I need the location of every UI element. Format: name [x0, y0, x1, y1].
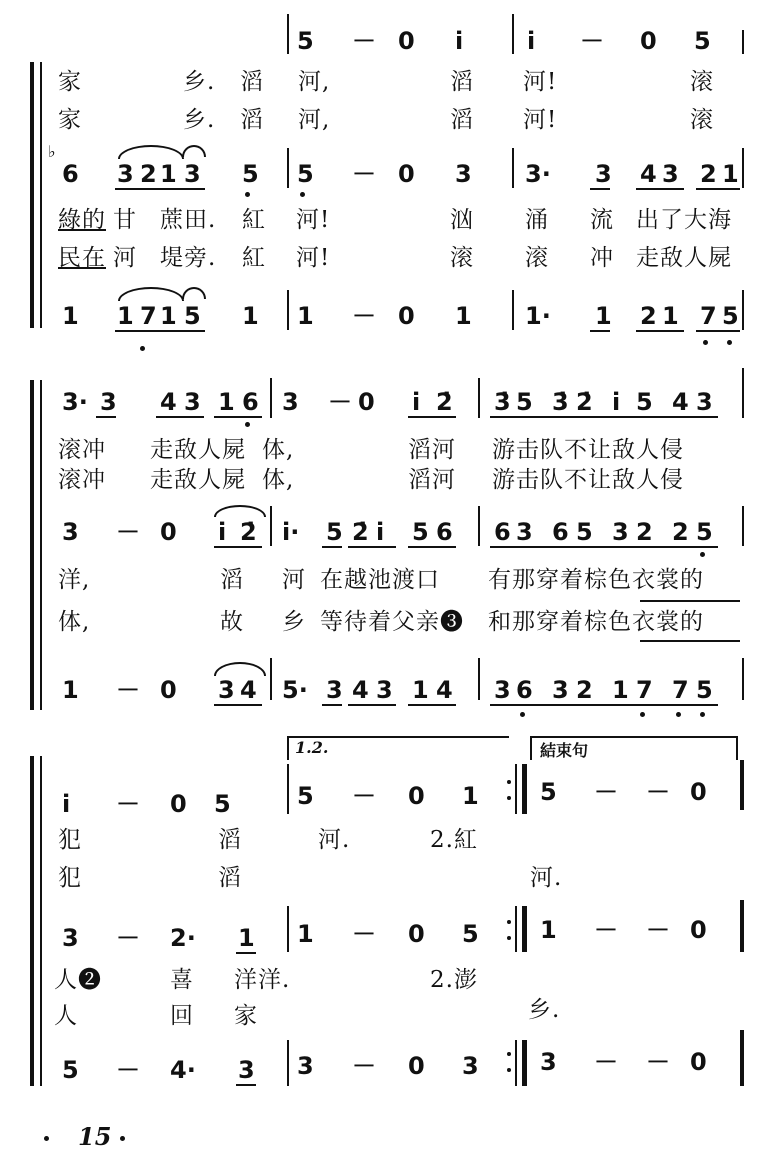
note: 2̇	[576, 388, 593, 416]
note: 0	[408, 1052, 425, 1080]
note: 1	[160, 302, 177, 330]
system-bracket	[30, 62, 34, 328]
lyric: 洋洋.	[234, 967, 291, 993]
note: 5	[297, 27, 314, 55]
note: 5	[214, 790, 231, 818]
note: 1	[297, 920, 314, 948]
note: 2̇	[436, 388, 453, 416]
system-bracket	[30, 380, 34, 710]
lyric: 滔河	[408, 467, 456, 493]
note: 4	[352, 676, 369, 704]
lyric: 走敌人屍	[150, 437, 246, 463]
note: 3	[282, 388, 299, 416]
lyric: 滔	[450, 107, 474, 133]
note: 5	[242, 160, 259, 188]
lyric: 体,	[262, 437, 295, 463]
note: 3	[218, 676, 235, 704]
note: 5·	[282, 676, 308, 704]
lyric: 滚	[450, 245, 474, 271]
system-bracket	[30, 756, 34, 1086]
page-number-bullet	[44, 1136, 49, 1141]
lyric: 河.	[318, 827, 351, 853]
note: i̇	[455, 27, 464, 55]
note: 1	[297, 302, 314, 330]
lyric-underline	[640, 600, 740, 602]
barline	[478, 378, 480, 418]
note: 3·	[62, 388, 88, 416]
note: －	[646, 1048, 670, 1076]
note: 3	[376, 676, 393, 704]
lyric: 河,	[298, 69, 331, 95]
lyric: 游击队不让敌人侵	[492, 467, 684, 493]
note: 3̇	[552, 388, 569, 416]
note: －	[646, 778, 670, 806]
beam	[590, 188, 610, 190]
note: 1	[412, 676, 429, 704]
note: 0	[640, 27, 657, 55]
note: i̇	[218, 518, 227, 546]
note: 3	[696, 388, 713, 416]
lyric: 乡.	[183, 107, 216, 133]
note: 3	[326, 676, 343, 704]
note: 3	[100, 388, 117, 416]
note: 4	[640, 160, 657, 188]
note: 5	[297, 160, 314, 188]
system-barline	[40, 756, 42, 1086]
slur	[118, 145, 184, 159]
note: 2̇	[352, 518, 369, 546]
note: 3	[494, 676, 511, 704]
note: i̇	[612, 388, 621, 416]
repeat-barline	[515, 1040, 517, 1086]
note: 5	[297, 782, 314, 810]
note: 3	[516, 518, 533, 546]
lyric: 流	[590, 207, 614, 233]
note: －	[352, 920, 376, 948]
beam	[408, 546, 456, 548]
barline	[478, 658, 480, 700]
note: 3	[62, 924, 79, 952]
final-barline	[740, 900, 744, 952]
barline	[287, 764, 289, 814]
lyric: 堤旁.	[160, 245, 217, 271]
beam	[408, 416, 456, 418]
barline	[287, 148, 289, 188]
lyric: 乡.	[528, 997, 561, 1023]
beam	[696, 330, 740, 332]
barline	[512, 148, 514, 188]
lyric: 滔河	[408, 437, 456, 463]
note: 1	[62, 302, 79, 330]
note: 2	[640, 302, 657, 330]
beam	[236, 1084, 256, 1086]
note: 1	[160, 160, 177, 188]
lyric: 河	[282, 567, 306, 593]
lyric: 家	[234, 1003, 258, 1029]
octave-dot	[700, 712, 705, 717]
lyric: 滔	[240, 69, 264, 95]
barline	[742, 506, 744, 546]
note: 3	[455, 160, 472, 188]
barline	[512, 14, 514, 54]
lyric: 2.紅	[430, 827, 478, 853]
note: 5	[184, 302, 201, 330]
note: i̇	[527, 27, 536, 55]
note: －	[116, 518, 140, 546]
barline	[287, 290, 289, 330]
note: 3	[462, 1052, 479, 1080]
repeat-dot	[507, 780, 511, 784]
beam	[96, 416, 116, 418]
note: 3	[612, 518, 629, 546]
lyric: 走敌人屍	[150, 467, 246, 493]
note: 1·	[525, 302, 551, 330]
note: 1	[455, 302, 472, 330]
lyric: 滔	[218, 865, 242, 891]
beam	[490, 416, 718, 418]
lyric: 滔	[220, 567, 244, 593]
note: 1	[462, 782, 479, 810]
repeat-barline	[522, 906, 527, 952]
page-number: 15	[78, 1122, 112, 1151]
note: 2̇	[240, 518, 257, 546]
lyric: 家	[58, 69, 82, 95]
octave-dot	[300, 192, 305, 197]
note: 4·	[170, 1056, 196, 1084]
note: 3	[595, 160, 612, 188]
note: 0	[408, 782, 425, 810]
repeat-barline	[522, 764, 527, 814]
note: 0	[398, 302, 415, 330]
note: －	[352, 27, 376, 55]
note: 3	[297, 1052, 314, 1080]
lyric: 人❷	[54, 967, 102, 993]
octave-dot	[727, 340, 732, 345]
beam	[115, 188, 205, 190]
repeat-dot	[507, 920, 511, 924]
barline	[742, 658, 744, 700]
note: 0	[170, 790, 187, 818]
note: 3	[540, 1048, 557, 1076]
note: 1	[218, 388, 235, 416]
note: 2	[636, 518, 653, 546]
note: 1	[595, 302, 612, 330]
repeat-dot	[507, 936, 511, 940]
note: 3	[662, 160, 679, 188]
note: 5	[722, 302, 739, 330]
octave-dot	[245, 192, 250, 197]
note: 0	[398, 160, 415, 188]
barline	[512, 290, 514, 330]
barline	[270, 658, 272, 700]
lyric: 走敌人屍	[636, 245, 732, 271]
beam	[490, 704, 718, 706]
note: 3	[238, 1056, 255, 1084]
lyric-underline	[640, 640, 740, 642]
note: －	[352, 160, 376, 188]
note: 7	[140, 302, 157, 330]
lyric: 家	[58, 107, 82, 133]
note: 5	[62, 1056, 79, 1084]
lyric: 滚	[525, 245, 549, 271]
note: －	[580, 27, 604, 55]
beam	[408, 704, 456, 706]
final-barline	[740, 1030, 744, 1086]
final-barline	[740, 760, 744, 810]
beam	[322, 546, 342, 548]
repeat-barline	[522, 1040, 527, 1086]
lyric: 河	[113, 245, 137, 271]
note: 5	[462, 920, 479, 948]
note: 6	[552, 518, 569, 546]
note: 0	[160, 518, 177, 546]
fermata	[182, 287, 206, 299]
repeat-dot	[507, 1052, 511, 1056]
slur	[214, 662, 266, 676]
note: i̇	[376, 518, 385, 546]
note: －	[594, 1048, 618, 1076]
beam	[214, 704, 262, 706]
note: 3̇	[494, 388, 511, 416]
repeat-barline	[515, 764, 517, 814]
note: 1	[662, 302, 679, 330]
lyric: 滔	[218, 827, 242, 853]
beam	[115, 330, 205, 332]
note: 5	[696, 676, 713, 704]
note: 1	[238, 924, 255, 952]
lyric: 河!	[296, 207, 331, 233]
beam	[322, 704, 342, 706]
lyric: 滚	[690, 69, 714, 95]
barline	[287, 906, 289, 952]
lyric: 乡	[282, 609, 306, 635]
note: 0	[358, 388, 375, 416]
lyric: 故	[220, 609, 244, 635]
octave-dot	[640, 712, 645, 717]
lyric: 等待着父亲❸	[320, 609, 464, 635]
note: 6	[494, 518, 511, 546]
lyric: 綠的	[58, 207, 106, 233]
lyric: 河!	[523, 69, 558, 95]
note: 6	[242, 388, 259, 416]
barline	[287, 1040, 289, 1086]
lyric: 河!	[296, 245, 331, 271]
page-number-bullet	[120, 1136, 125, 1141]
lyric: 犯	[58, 865, 82, 891]
repeat-dot	[507, 1068, 511, 1072]
note: 3	[552, 676, 569, 704]
barline	[270, 378, 272, 418]
note: 0	[690, 1048, 707, 1076]
slur	[214, 505, 266, 517]
note: 1	[62, 676, 79, 704]
note: 3	[184, 160, 201, 188]
note: 0	[408, 920, 425, 948]
note: 0	[690, 916, 707, 944]
fermata	[182, 145, 206, 157]
lyric: 乡.	[183, 69, 216, 95]
lyric: 滔	[240, 107, 264, 133]
lyric: 体,	[58, 609, 91, 635]
lyric: 游击队不让敌人侵	[492, 437, 684, 463]
system-barline	[40, 62, 42, 328]
note: 2·	[170, 924, 196, 952]
note: －	[116, 790, 140, 818]
beam	[696, 188, 740, 190]
note: 7	[672, 676, 689, 704]
lyric: 河!	[523, 107, 558, 133]
lyric: 在越池渡口	[320, 567, 440, 593]
note: 5	[696, 518, 713, 546]
note: －	[116, 1056, 140, 1084]
barline	[270, 506, 272, 546]
note: 0	[160, 676, 177, 704]
system-barline	[40, 380, 42, 710]
note: －	[646, 916, 670, 944]
note: 0	[690, 778, 707, 806]
lyric: 体,	[262, 467, 295, 493]
volta-bracket	[287, 736, 289, 760]
ending-label: 結束句	[540, 741, 589, 760]
note: i̇·	[282, 518, 300, 546]
lyric: 河.	[530, 865, 563, 891]
volta-label: 1.2.	[295, 738, 329, 757]
lyric: 滚冲	[58, 467, 106, 493]
note: 2	[576, 676, 593, 704]
lyric: 蔗田.	[160, 207, 217, 233]
note: 5	[326, 518, 343, 546]
note: i̇	[412, 388, 421, 416]
note: －	[116, 676, 140, 704]
lyric: 出了大海	[636, 207, 732, 233]
note: 4	[240, 676, 257, 704]
barline	[742, 30, 744, 54]
lyric: 滔	[450, 69, 474, 95]
note: 6	[62, 160, 79, 188]
note: －	[116, 924, 140, 952]
octave-dot	[700, 552, 705, 557]
note: －	[594, 916, 618, 944]
note: －	[352, 1052, 376, 1080]
note: 7	[636, 676, 653, 704]
note: 1	[117, 302, 134, 330]
note: 5	[694, 27, 711, 55]
beam	[348, 704, 396, 706]
note: 5	[576, 518, 593, 546]
note: 4	[160, 388, 177, 416]
note: －	[352, 302, 376, 330]
barline	[742, 368, 744, 418]
lyric: 汹	[450, 207, 474, 233]
note: 2	[140, 160, 157, 188]
note: 6	[436, 518, 453, 546]
lyric: 洋,	[58, 567, 91, 593]
beam	[636, 188, 684, 190]
beam	[214, 546, 262, 548]
lyric: 冲	[590, 245, 614, 271]
note: 1	[540, 916, 557, 944]
beam	[636, 330, 684, 332]
note: 5	[636, 388, 653, 416]
lyric: 有那穿着棕色衣裳的	[488, 567, 704, 593]
note: 3	[184, 388, 201, 416]
note: 3·	[525, 160, 551, 188]
lyric: 人	[54, 1003, 78, 1029]
lyric: 紅	[242, 207, 266, 233]
note: 4	[436, 676, 453, 704]
repeat-barline	[515, 906, 517, 952]
note: 3	[117, 160, 134, 188]
barline	[478, 506, 480, 546]
octave-dot	[245, 422, 250, 427]
barline	[287, 14, 289, 54]
note: 5	[540, 778, 557, 806]
beam	[236, 952, 256, 954]
lyric: 滚	[690, 107, 714, 133]
note: 5	[412, 518, 429, 546]
note: 2	[672, 518, 689, 546]
flat-sign: ♭	[48, 142, 56, 161]
octave-dot	[520, 712, 525, 717]
note: 0	[398, 27, 415, 55]
note: 6	[516, 676, 533, 704]
note: 3	[62, 518, 79, 546]
note: 1	[612, 676, 629, 704]
note: 7	[700, 302, 717, 330]
note: 5	[516, 388, 533, 416]
beam	[214, 416, 262, 418]
volta-bracket	[530, 736, 532, 760]
slur	[118, 287, 184, 301]
note: 1	[722, 160, 739, 188]
note: 2	[700, 160, 717, 188]
lyric: 甘	[113, 207, 137, 233]
octave-dot	[676, 712, 681, 717]
lyric: 和那穿着棕色衣裳的	[488, 609, 704, 635]
note: 4	[672, 388, 689, 416]
lyric: 紅	[242, 245, 266, 271]
beam	[348, 546, 396, 548]
lyric: 河,	[298, 107, 331, 133]
lyric: 涌	[525, 207, 549, 233]
repeat-dot	[507, 796, 511, 800]
note: －	[352, 782, 376, 810]
barline	[742, 290, 744, 330]
lyric: 犯	[58, 827, 82, 853]
volta-bracket	[736, 736, 738, 760]
note: i̇	[62, 790, 71, 818]
lyric: 喜	[170, 967, 194, 993]
lyric: 滚冲	[58, 437, 106, 463]
lyric: 民在	[58, 245, 106, 271]
octave-dot	[140, 346, 145, 351]
note: 1	[242, 302, 259, 330]
note: －	[328, 388, 352, 416]
octave-dot	[703, 340, 708, 345]
barline	[742, 148, 744, 188]
beam	[156, 416, 204, 418]
beam	[490, 546, 718, 548]
beam	[590, 330, 610, 332]
lyric: 回	[170, 1003, 194, 1029]
note: －	[594, 778, 618, 806]
lyric: 2.澎	[430, 967, 478, 993]
